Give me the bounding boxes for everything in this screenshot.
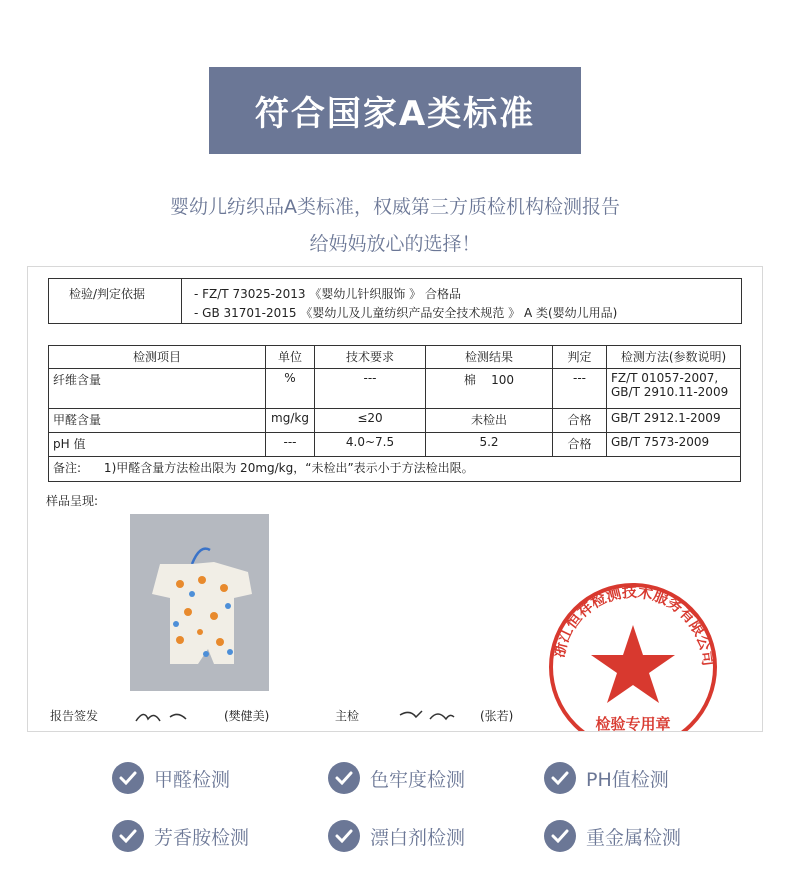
cell-method: GB/T 2912.1-2009: [607, 409, 741, 433]
cell-verdict: 合格: [553, 433, 607, 457]
table-header-row: [49, 346, 741, 369]
intro-line-1: 婴幼儿纺织品A类标准，权威第三方质检机构检测报告: [170, 196, 620, 218]
check-label: 甲醛检测: [154, 768, 231, 791]
cell-result: 棉 100: [426, 369, 553, 409]
intro-line-2: 给妈妈放心的选择！: [309, 233, 481, 255]
basis-line: - FZ/T 73025-2013 《婴幼儿针织服饰 》 合格品: [194, 287, 461, 301]
check-label: 重金属检测: [586, 826, 682, 849]
basis-label: 检验/判定依据: [69, 287, 146, 301]
column-header: 检测结果: [426, 346, 553, 369]
check-icon: [112, 762, 144, 794]
check-icon: [328, 762, 360, 794]
cell-unit: ---: [266, 433, 315, 457]
baby-romper-image: [130, 514, 269, 691]
cell-requirement: 4.0~7.5: [315, 433, 426, 457]
results-table: [48, 345, 741, 482]
basis-line: - GB 31701-2015 《婴幼儿及儿童纺织产品安全技术规范 》 A 类(婴幼儿用品): [194, 306, 618, 320]
check-label: 色牢度检测: [370, 768, 466, 791]
title-banner: [209, 67, 581, 154]
check-item: [544, 762, 669, 794]
cell-result: 5.2: [426, 433, 553, 457]
cell-verdict: ---: [553, 369, 607, 409]
sample-label: 样品呈现:: [46, 494, 99, 508]
column-header: 检测项目: [49, 346, 266, 369]
check-icon: [112, 820, 144, 852]
cell-item: pH 值: [49, 433, 266, 457]
page-title: 符合国家A类标准: [254, 94, 536, 134]
cell-item: 纤维含量: [49, 369, 266, 409]
cell-item: 甲醛含量: [49, 409, 266, 433]
table-note-row: [49, 457, 741, 482]
cell-method: FZ/T 01057-2007, GB/T 2910.11-2009: [607, 369, 741, 409]
svg-text:浙江恒祥检测技术服务有限公司: 浙江恒祥检测技术服务有限公司: [549, 582, 718, 667]
check-label: 漂白剂检测: [370, 826, 466, 849]
cell-requirement: ---: [315, 369, 426, 409]
signature-name-2: (张若): [480, 709, 514, 723]
table-row: [49, 433, 741, 457]
stamp-sub-text: 检验专用章: [595, 715, 671, 733]
column-header: 判定: [553, 346, 607, 369]
cell-method: GB/T 7573-2009: [607, 433, 741, 457]
table-note: 备注: 1)甲醛含量方法检出限为 20mg/kg，“未检出”表示小于方法检出限。: [49, 457, 741, 482]
check-label: 芳香胺检测: [154, 826, 250, 849]
check-item: [328, 820, 465, 852]
cell-unit: %: [266, 369, 315, 409]
cell-requirement: ≤20: [315, 409, 426, 433]
basis-box: [48, 278, 742, 324]
table-row: [49, 409, 741, 433]
check-icon: [328, 820, 360, 852]
check-item: [112, 820, 249, 852]
official-stamp: [538, 567, 728, 732]
table-row: [49, 369, 741, 409]
check-icon: [544, 762, 576, 794]
check-icon: [544, 820, 576, 852]
column-header: 检测方法(参数说明): [607, 346, 741, 369]
signature-label: 报告签发: [50, 709, 99, 723]
inspector-handwriting: [398, 707, 458, 726]
inspector-label: 主检: [335, 709, 360, 723]
check-item: [328, 762, 465, 794]
column-header: 技术要求: [315, 346, 426, 369]
signature-name-1: (樊健美): [224, 709, 270, 723]
basis-label-cell: [49, 279, 182, 323]
test-report-image: [27, 266, 763, 732]
check-label: PH值检测: [586, 768, 669, 791]
cell-verdict: 合格: [553, 409, 607, 433]
check-item: [544, 820, 681, 852]
column-header: 单位: [266, 346, 315, 369]
sample-photo: [130, 514, 269, 691]
cell-result: 未检出: [426, 409, 553, 433]
signature-handwriting: [134, 707, 194, 726]
check-item: [112, 762, 230, 794]
cell-unit: mg/kg: [266, 409, 315, 433]
